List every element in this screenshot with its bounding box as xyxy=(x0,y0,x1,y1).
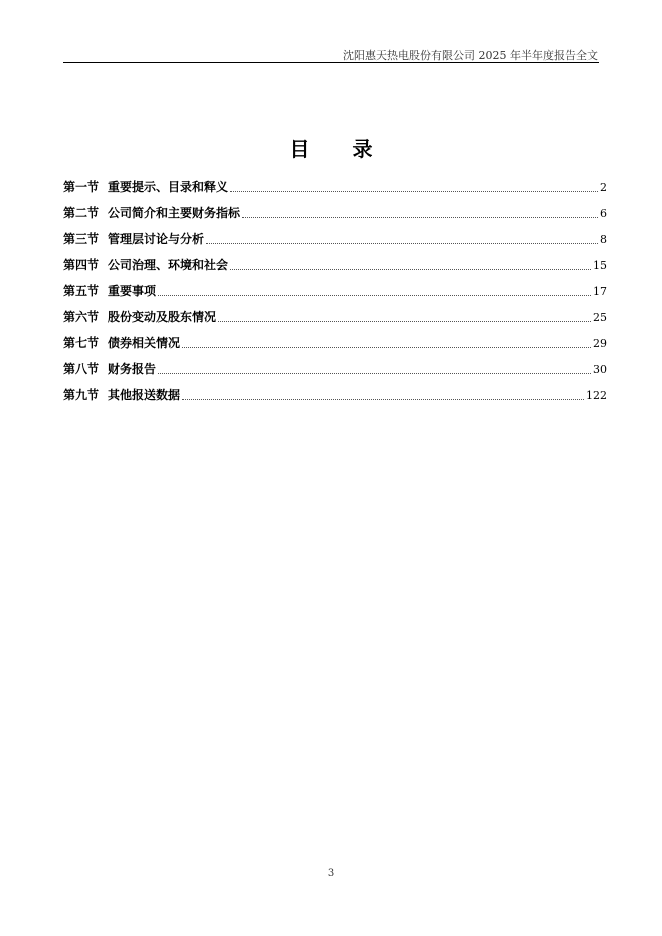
toc-entry-label xyxy=(63,386,180,403)
toc-entry-section: 第五节 xyxy=(63,284,100,298)
toc-entry-text: 重要事项 xyxy=(108,284,157,298)
toc-entry-page: 122 xyxy=(586,389,607,402)
toc-entry-text: 债券相关情况 xyxy=(108,336,181,350)
toc-entry[interactable] xyxy=(63,299,607,325)
toc-entry[interactable] xyxy=(63,195,607,221)
toc-entry-page: 17 xyxy=(593,285,607,298)
toc-entry-page: 8 xyxy=(600,233,607,246)
toc-entry-text: 其他报送数据 xyxy=(108,388,181,402)
toc-entry[interactable] xyxy=(63,169,607,195)
toc-entry[interactable] xyxy=(63,351,607,377)
toc-entry-page: 29 xyxy=(593,337,607,350)
toc-entry-section: 第一节 xyxy=(63,180,100,194)
toc-dot-leader xyxy=(158,372,591,374)
toc-entry-text: 财务报告 xyxy=(108,362,157,376)
toc-entry-section: 第二节 xyxy=(63,206,100,220)
toc-entry-text: 股份变动及股东情况 xyxy=(108,310,217,324)
toc-entry[interactable] xyxy=(63,247,607,273)
document-header-title: 沈阳惠天热电股份有限公司 2025 年半年度报告全文 xyxy=(343,49,598,62)
toc-entry-page: 15 xyxy=(593,259,607,272)
toc-entry[interactable] xyxy=(63,377,607,403)
header-divider xyxy=(63,62,599,63)
toc-dot-leader xyxy=(206,242,598,244)
toc-entry-label xyxy=(63,178,228,195)
toc-entry-label xyxy=(63,256,228,273)
toc-entry-label xyxy=(63,282,156,299)
toc-entry-label xyxy=(63,230,204,247)
toc-entry-section: 第三节 xyxy=(63,232,100,246)
toc-dot-leader xyxy=(182,398,584,400)
toc-entry[interactable] xyxy=(63,273,607,299)
toc-entry-section: 第六节 xyxy=(63,310,100,324)
toc-list xyxy=(63,169,607,403)
toc-entry[interactable] xyxy=(63,221,607,247)
toc-entry-text: 重要提示、目录和释义 xyxy=(108,180,229,194)
toc-dot-leader xyxy=(242,216,598,218)
toc-entry-section: 第八节 xyxy=(63,362,100,376)
toc-entry-text: 公司治理、环境和社会 xyxy=(108,258,229,272)
toc-entry-page: 6 xyxy=(600,207,607,220)
toc-entry-page: 2 xyxy=(600,181,607,194)
toc-title: 目 录 xyxy=(289,137,391,161)
toc-entry-label xyxy=(63,334,180,351)
toc-entry-section: 第七节 xyxy=(63,336,100,350)
toc-entry-label xyxy=(63,360,156,377)
toc-dot-leader xyxy=(158,294,591,296)
toc-dot-leader xyxy=(182,346,591,348)
toc-entry-section: 第九节 xyxy=(63,388,100,402)
toc-entry-section: 第四节 xyxy=(63,258,100,272)
toc-entry-label xyxy=(63,308,216,325)
toc-dot-leader xyxy=(230,268,591,270)
toc-entry-label xyxy=(63,204,240,221)
toc-entry-page: 25 xyxy=(593,311,607,324)
toc-entry-text: 公司简介和主要财务指标 xyxy=(108,206,241,220)
toc-entry-page: 30 xyxy=(593,363,607,376)
toc-dot-leader xyxy=(230,190,598,192)
toc-entry[interactable] xyxy=(63,325,607,351)
page-number: 3 xyxy=(327,868,335,879)
toc-entry-text: 管理层讨论与分析 xyxy=(108,232,205,246)
toc-dot-leader xyxy=(218,320,591,322)
